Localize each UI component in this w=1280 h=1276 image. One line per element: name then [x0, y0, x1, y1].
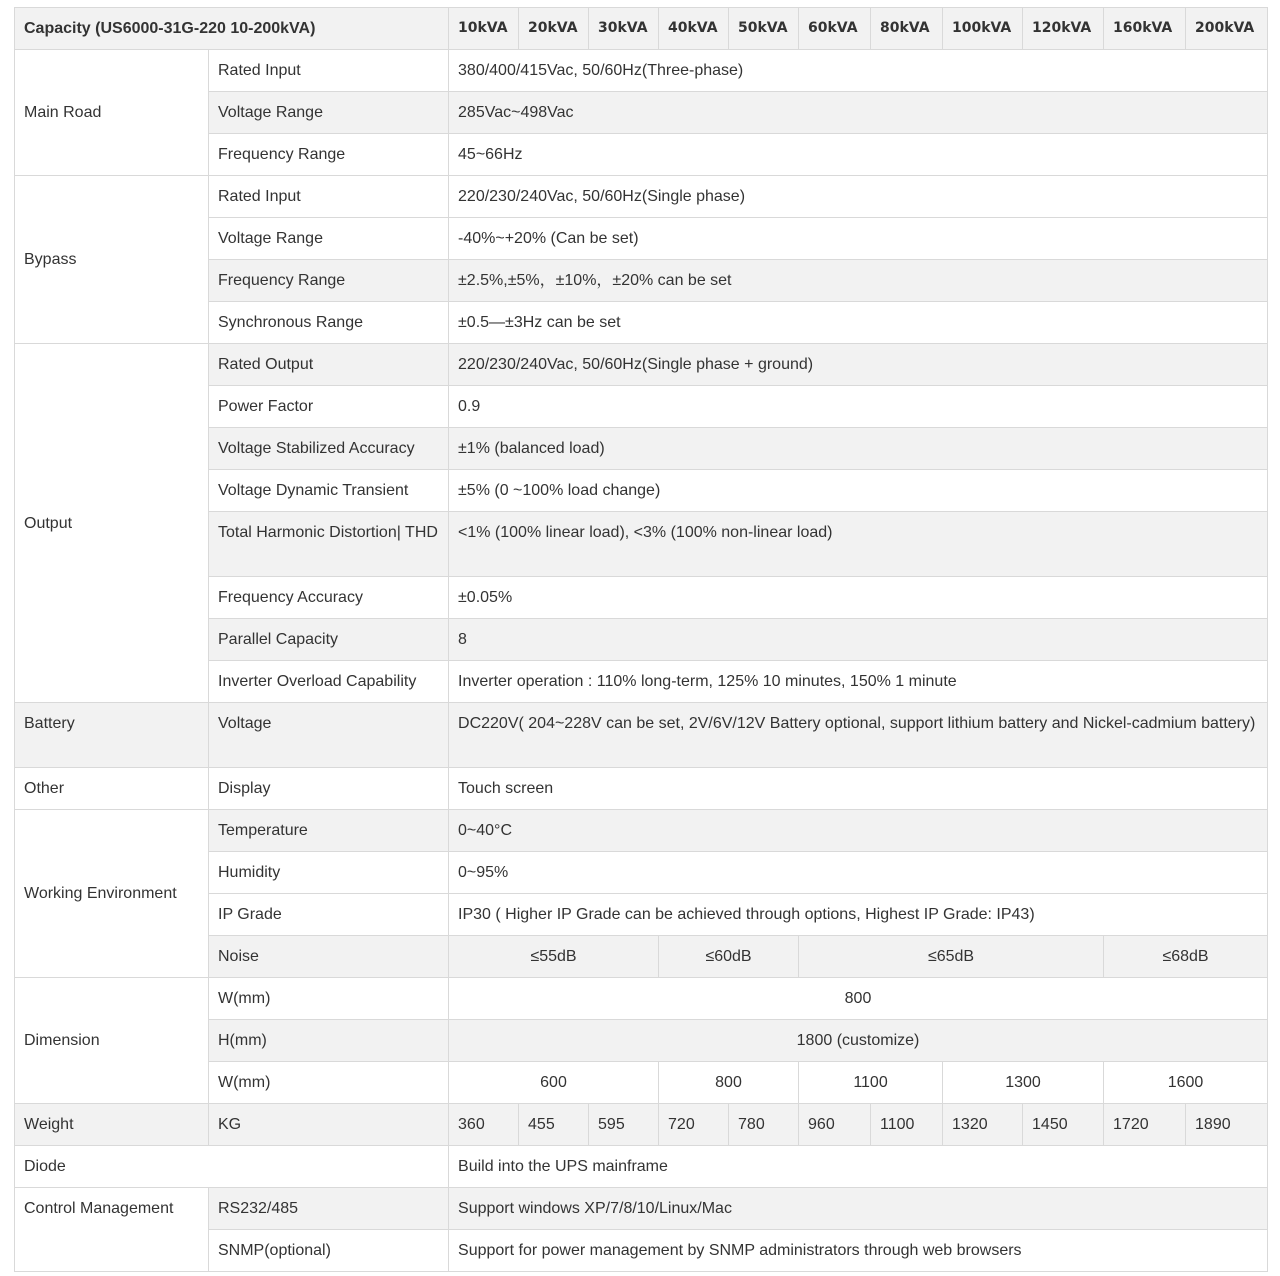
param-value: DC220V( 204~228V can be set, 2V/6V/12V Battery optional, support lithium battery and Nickel-cadmium battery)	[449, 703, 1268, 768]
param-value: 0~95%	[449, 852, 1268, 894]
param-label: Inverter Overload Capability	[209, 661, 449, 703]
weight-value: 720	[659, 1104, 729, 1146]
param-label: Synchronous Range	[209, 302, 449, 344]
param-value: ±5% (0 ~100% load change)	[449, 470, 1268, 512]
param-value: 1800 (customize)	[449, 1020, 1268, 1062]
param-label: Voltage Dynamic Transient	[209, 470, 449, 512]
table-row	[15, 703, 1268, 768]
param-value: 220/230/240Vac, 50/60Hz(Single phase)	[449, 176, 1268, 218]
category-main-road: Main Road	[15, 50, 209, 176]
param-label: Humidity	[209, 852, 449, 894]
param-value: 800	[449, 978, 1268, 1020]
depth-value: 1100	[799, 1062, 943, 1104]
capacity-40kva: 40kVA	[659, 8, 729, 50]
param-label: Temperature	[209, 810, 449, 852]
param-label: Rated Output	[209, 344, 449, 386]
weight-value: 1720	[1104, 1104, 1186, 1146]
category-control-management: Control Management	[15, 1188, 209, 1272]
param-label: Noise	[209, 936, 449, 978]
capacity-80kva: 80kVA	[871, 8, 943, 50]
param-label: KG	[209, 1104, 449, 1146]
param-value: Build into the UPS mainframe	[449, 1146, 1268, 1188]
table-row	[15, 1188, 1268, 1230]
category-weight: Weight	[15, 1104, 209, 1146]
capacity-10kva: 10kVA	[449, 8, 519, 50]
param-value: 0~40°C	[449, 810, 1268, 852]
param-value: ±2.5%,±5%，±10%，±20% can be set	[449, 260, 1268, 302]
param-value: 285Vac~498Vac	[449, 92, 1268, 134]
weight-value: 1450	[1023, 1104, 1104, 1146]
param-value: 220/230/240Vac, 50/60Hz(Single phase + ground)	[449, 344, 1268, 386]
depth-value: 1300	[943, 1062, 1104, 1104]
capacity-30kva: 30kVA	[589, 8, 659, 50]
noise-value: ≤55dB	[449, 936, 659, 978]
table-row	[15, 344, 1268, 386]
table-row	[15, 978, 1268, 1020]
param-value: 45~66Hz	[449, 134, 1268, 176]
param-label: Frequency Range	[209, 260, 449, 302]
param-value: Support windows XP/7/8/10/Linux/Mac	[449, 1188, 1268, 1230]
param-value: ±0.05%	[449, 577, 1268, 619]
category-dimension: Dimension	[15, 978, 209, 1104]
param-label: Voltage Range	[209, 218, 449, 260]
param-label: Voltage Stabilized Accuracy	[209, 428, 449, 470]
param-value: -40%~+20% (Can be set)	[449, 218, 1268, 260]
weight-value: 960	[799, 1104, 871, 1146]
table-row	[15, 1104, 1268, 1146]
table-row	[15, 176, 1268, 218]
weight-value: 1320	[943, 1104, 1023, 1146]
weight-value: 1100	[871, 1104, 943, 1146]
category-battery: Battery	[15, 703, 209, 768]
noise-value: ≤68dB	[1104, 936, 1268, 978]
param-value: ±0.5—±3Hz can be set	[449, 302, 1268, 344]
param-label: Power Factor	[209, 386, 449, 428]
param-label: IP Grade	[209, 894, 449, 936]
depth-value: 800	[659, 1062, 799, 1104]
param-label: SNMP(optional)	[209, 1230, 449, 1272]
param-label: Voltage	[209, 703, 449, 768]
spec-table	[14, 7, 1268, 1272]
capacity-50kva: 50kVA	[729, 8, 799, 50]
weight-value: 780	[729, 1104, 799, 1146]
weight-value: 455	[519, 1104, 589, 1146]
category-working-environment: Working Environment	[15, 810, 209, 978]
param-value: ±1% (balanced load)	[449, 428, 1268, 470]
weight-value: 360	[449, 1104, 519, 1146]
param-label: Frequency Accuracy	[209, 577, 449, 619]
param-label: Display	[209, 768, 449, 810]
param-value: 0.9	[449, 386, 1268, 428]
param-value: 8	[449, 619, 1268, 661]
table-row	[15, 1146, 1268, 1188]
capacity-title: Capacity (US6000-31G-220 10-200kVA)	[15, 8, 449, 50]
header-row	[15, 8, 1268, 50]
category-bypass: Bypass	[15, 176, 209, 344]
capacity-100kva: 100kVA	[943, 8, 1023, 50]
param-label: W(mm)	[209, 978, 449, 1020]
param-label: Rated Input	[209, 176, 449, 218]
param-value: Inverter operation : 110% long-term, 125% 10 minutes, 150% 1 minute	[449, 661, 1268, 703]
param-label: W(mm)	[209, 1062, 449, 1104]
param-value: Support for power management by SNMP administrators through web browsers	[449, 1230, 1268, 1272]
noise-value: ≤65dB	[799, 936, 1104, 978]
noise-value: ≤60dB	[659, 936, 799, 978]
weight-value: 1890	[1186, 1104, 1268, 1146]
param-label: Voltage Range	[209, 92, 449, 134]
capacity-160kva: 160kVA	[1104, 8, 1186, 50]
capacity-120kva: 120kVA	[1023, 8, 1104, 50]
param-label: Frequency Range	[209, 134, 449, 176]
capacity-60kva: 60kVA	[799, 8, 871, 50]
param-label: RS232/485	[209, 1188, 449, 1230]
capacity-20kva: 20kVA	[519, 8, 589, 50]
table-row	[15, 768, 1268, 810]
param-value: IP30 ( Higher IP Grade can be achieved through options, Highest IP Grade: IP43)	[449, 894, 1268, 936]
category-other: Other	[15, 768, 209, 810]
capacity-200kva: 200kVA	[1186, 8, 1268, 50]
depth-value: 600	[449, 1062, 659, 1104]
param-label: H(mm)	[209, 1020, 449, 1062]
param-label: Total Harmonic Distortion| THD	[209, 512, 449, 577]
depth-value: 1600	[1104, 1062, 1268, 1104]
param-label: Rated Input	[209, 50, 449, 92]
param-value: 380/400/415Vac, 50/60Hz(Three-phase)	[449, 50, 1268, 92]
weight-value: 595	[589, 1104, 659, 1146]
param-value: Touch screen	[449, 768, 1268, 810]
table-row	[15, 810, 1268, 852]
param-label: Parallel Capacity	[209, 619, 449, 661]
category-output: Output	[15, 344, 209, 703]
table-row	[15, 50, 1268, 92]
category-diode: Diode	[15, 1146, 449, 1188]
param-value: <1% (100% linear load), <3% (100% non-linear load)	[449, 512, 1268, 577]
